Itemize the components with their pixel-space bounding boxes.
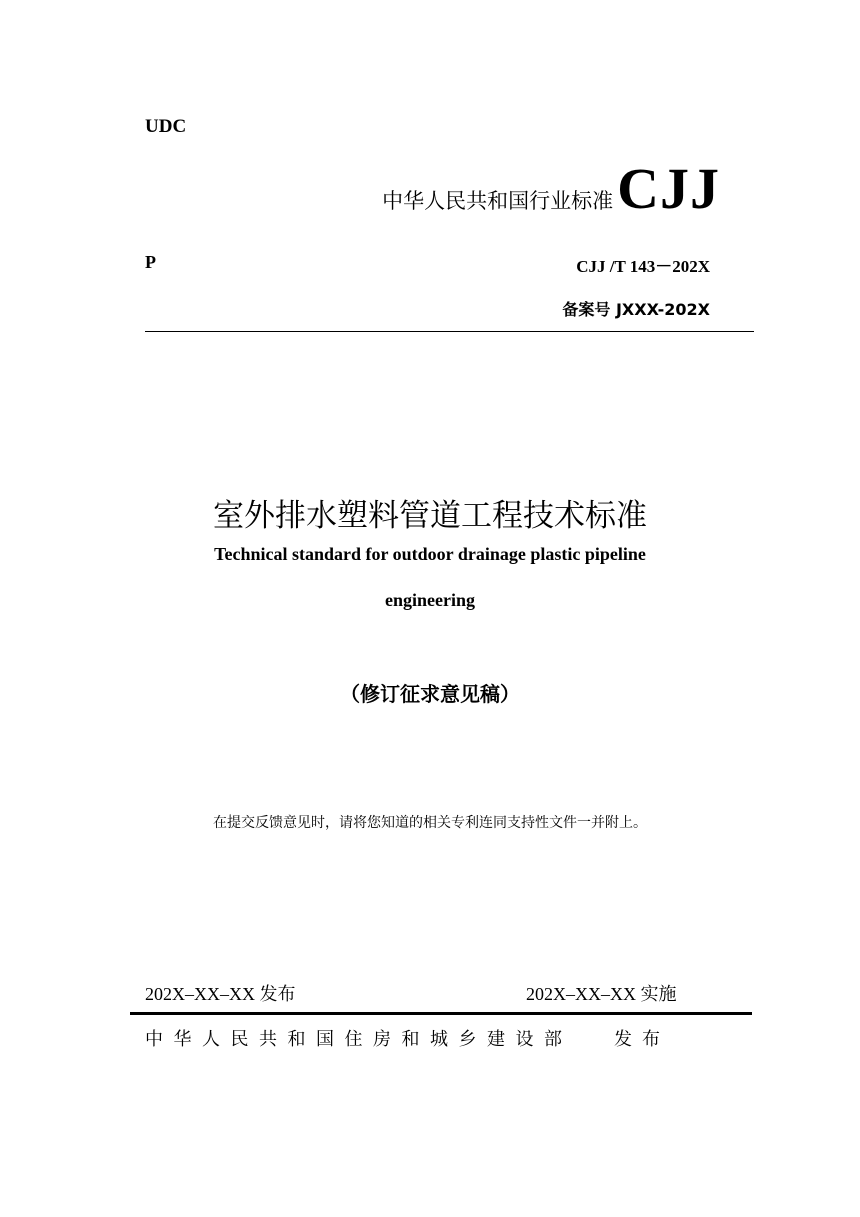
- publisher-name: 中华人民共和国住房和城乡建设部: [145, 1029, 573, 1050]
- top-divider: [145, 331, 754, 332]
- udc-label: UDC: [145, 116, 187, 137]
- bottom-divider: [130, 1012, 752, 1015]
- classification-code: P: [145, 252, 156, 272]
- standard-header: [382, 156, 720, 221]
- standard-number: CJJ /T 143－202X: [576, 257, 710, 276]
- cjj-logo: CJJ: [617, 156, 720, 221]
- record-number: 备案号 JXXX-202X: [562, 300, 710, 319]
- standard-category: 中华人民共和国行业标准: [382, 189, 614, 213]
- publish-label: 发布: [614, 1029, 670, 1050]
- document-title-english-line1: Technical standard for outdoor drainage plastic pipeline: [214, 544, 646, 564]
- release-date: 202X–XX–XX 发布: [145, 984, 296, 1004]
- document-title-english-line2: engineering: [385, 590, 475, 610]
- patent-notice: 在提交反馈意见时，请将您知道的相关专利连同支持性文件一并附上。: [213, 815, 647, 831]
- document-title-chinese: 室外排水塑料管道工程技术标准: [213, 498, 647, 534]
- implementation-date: 202X–XX–XX 实施: [526, 984, 677, 1004]
- draft-status: （修订征求意见稿）: [340, 682, 520, 706]
